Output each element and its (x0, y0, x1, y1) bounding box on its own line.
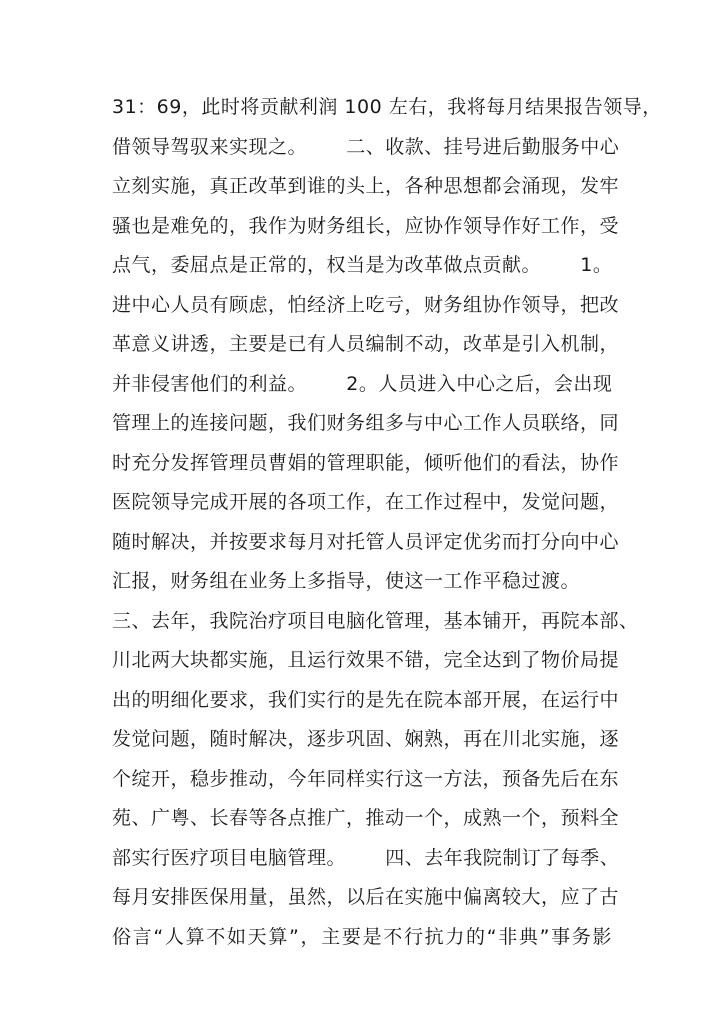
text-line: 点气，委屈点是正常的，权当是为改革做点贡献。 1。 (112, 254, 613, 276)
text-line: 汇报，财务组在业务上多指导，使这一工作平稳过渡。 (112, 570, 581, 592)
text-line: 借领导驾驭来实现之。 二、收款、挂号进后勤服务中心 (112, 135, 620, 158)
text-line: 立刻实施，真正改革到谁的头上，各种思想都会涌现，发牢 (112, 175, 620, 197)
text-line: 苑、广粤、长春等各点推广，推动一个，成熟一个，预料全 (112, 807, 620, 829)
text-line: 医院领导完成开展的各项工作，在工作过程中，发觉问题， (112, 491, 620, 513)
text-line: 发觉问题，随时解决，逐步巩固、娴熟，再在川北实施，逐 (112, 728, 620, 750)
text-line: 31：69，此时将贡献利润 100 左右，我将每月结果报告领导， (112, 96, 662, 118)
text-line: 俗言“人算不如天算”，主要是不行抗力的“非典”事务影 (112, 925, 612, 948)
text-line: 进中心人员有顾虑，怕经济上吃亏，财务组协作领导，把改 (112, 293, 620, 316)
text-line: 骚也是难免的，我作为财务组长，应协作领导作好工作，受 (112, 214, 620, 237)
text-line: 管理上的连接问题，我们财务组多与中心工作人员联络，同 (112, 412, 620, 434)
text-line: 随时解决，并按要求每月对托管人员评定优劣而打分向中心 (112, 530, 620, 553)
text-line: 革意义讲透，主要是已有人员编制不动，改革是引入机制， (112, 333, 620, 355)
text-line: 时充分发挥管理员曹娟的管理职能，倾听他们的看法，协作 (112, 451, 620, 474)
text-line: 并非侵害他们的利益。 2。人员进入中心之后，会出现 (112, 372, 613, 395)
text-line: 三、去年，我院治疗项目电脑化管理，基本铺开，再院本部、 (112, 609, 639, 632)
body-text (112, 88, 662, 957)
text-line: 部实行医疗项目电脑管理。 四、去年我院制订了每季、 (112, 846, 620, 869)
text-line: 个绽开，稳步推动，今年同样实行这一方法，预备先后在东 (112, 767, 620, 790)
text-line: 出的明细化要求，我们实行的是先在院本部开展，在运行中 (112, 688, 620, 711)
text-line: 川北两大块都实施，且运行效果不错，完全达到了物价局提 (112, 649, 620, 671)
text-line: 每月安排医保用量，虽然，以后在实施中偏离较大，应了古 (112, 886, 620, 908)
